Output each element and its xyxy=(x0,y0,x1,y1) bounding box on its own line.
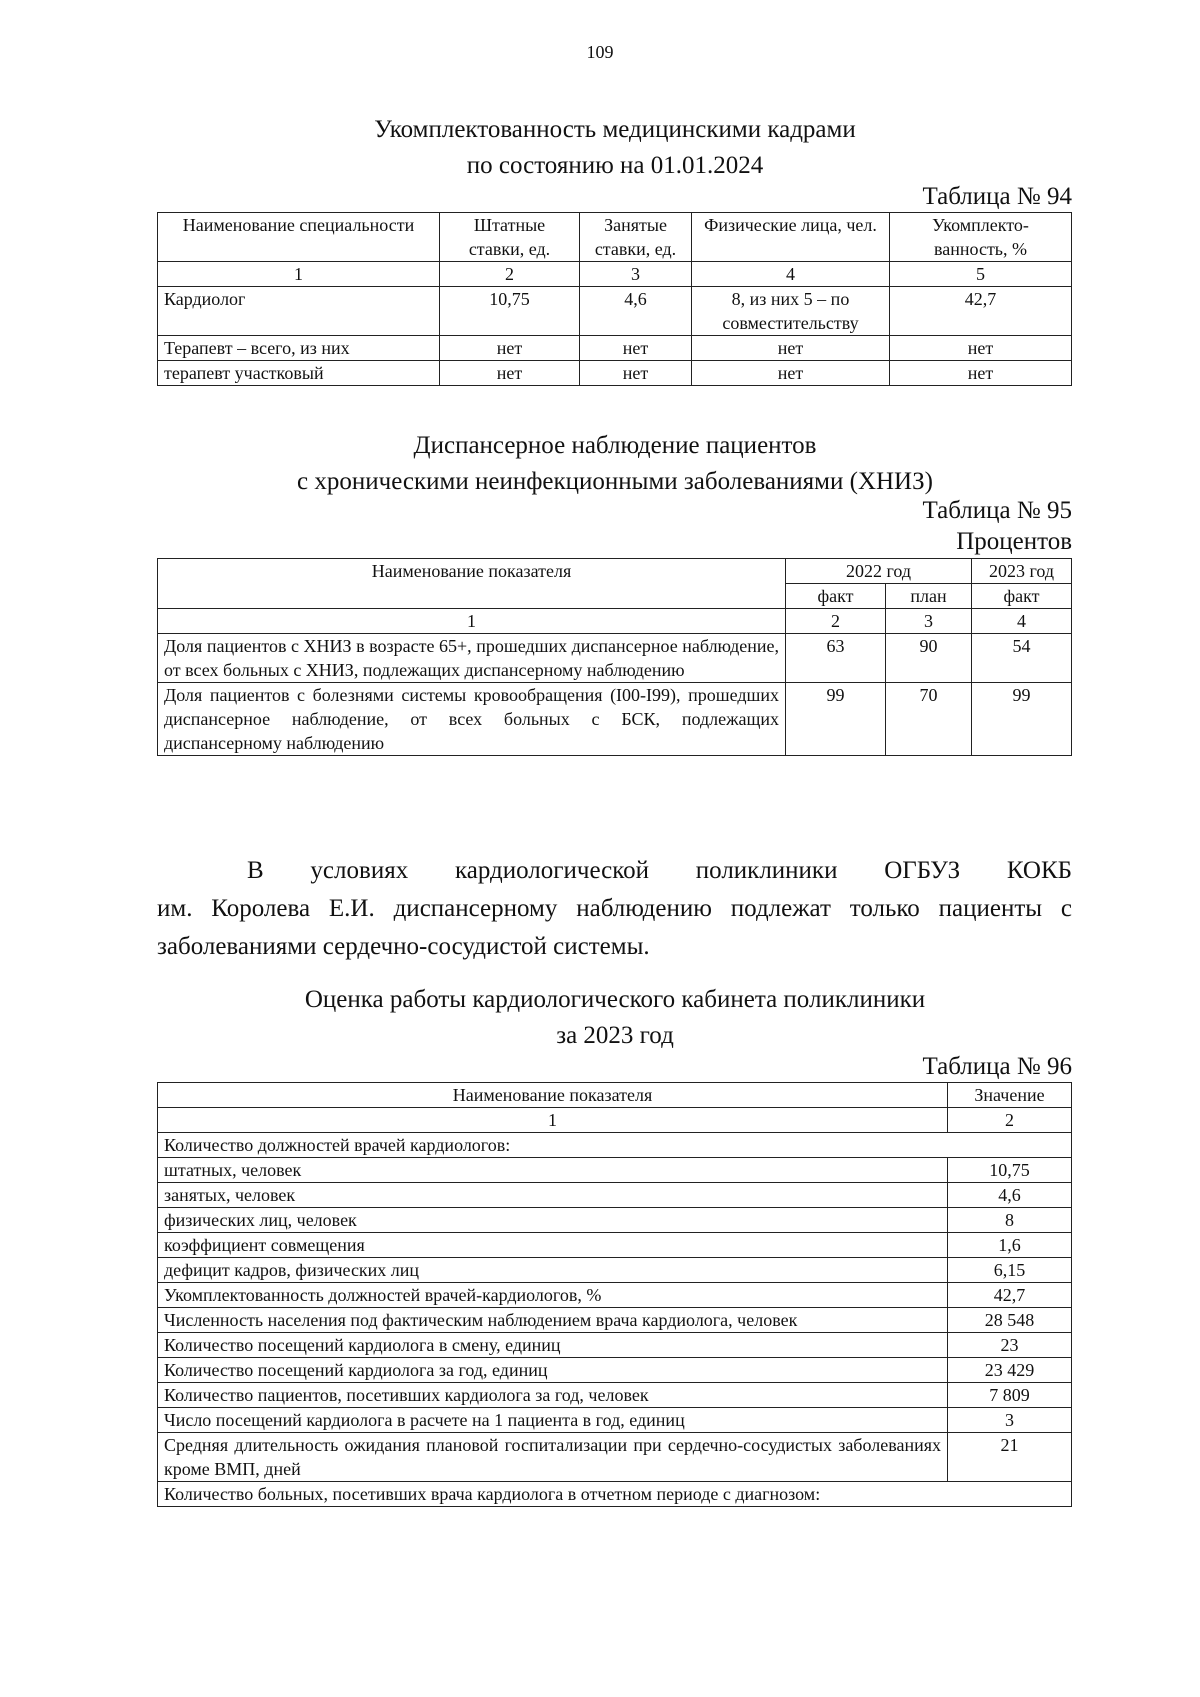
table-cell: Кардиолог xyxy=(158,287,440,336)
table-94-header-cell: Занятые ставки, ед. xyxy=(580,213,692,262)
table-95-title-line1: Диспансерное наблюдение пациентов xyxy=(413,432,817,459)
colnum-cell: 3 xyxy=(580,262,692,287)
table-cell: 99 xyxy=(972,683,1072,756)
colnum-cell: 5 xyxy=(890,262,1072,287)
table-96-header-row xyxy=(158,1083,1072,1108)
table-row xyxy=(158,1358,1072,1383)
table-cell: Средняя длительность ожидания плановой госпитализации при сердечно-сосудистых заболеваниях кроме ВМП, дней xyxy=(158,1433,948,1482)
table-row xyxy=(158,1333,1072,1358)
table-96-title xyxy=(0,982,1200,1054)
table-cell: нет xyxy=(692,336,890,361)
table-cell: нет xyxy=(580,361,692,386)
table-row xyxy=(158,1408,1072,1433)
table-row xyxy=(158,287,1072,336)
table-95-unit: Процентов xyxy=(956,528,1072,555)
table-cell: 8 xyxy=(948,1208,1072,1233)
table-row xyxy=(158,1183,1072,1208)
table-96-title-line1: Оценка работы кардиологического кабинета поликлиники xyxy=(304,986,926,1013)
table-row xyxy=(158,1433,1072,1482)
colnum-cell: 2 xyxy=(786,609,886,634)
table-cell: 10,75 xyxy=(440,287,580,336)
paragraph-first-line: В условиях кардиологической поликлиники ОГБУЗ КОКБ xyxy=(247,857,1072,884)
table-cell: нет xyxy=(890,336,1072,361)
table-96-header-cell: Наименование показателя xyxy=(158,1083,948,1108)
table-cell: 21 xyxy=(948,1433,1072,1482)
table-cell: Доля пациентов с ХНИЗ в возрасте 65+, прошедших диспансерное наблюдение, от всех больных с ХНИЗ, подлежащих диспансерному наблюдению xyxy=(158,634,786,683)
table-cell: нет xyxy=(440,336,580,361)
table-cell: штатных, человек xyxy=(158,1158,948,1183)
table-95-title xyxy=(0,428,1200,500)
table-95-title-line2: с хроническими неинфекционными заболеваниями (ХНИЗ) xyxy=(297,468,933,495)
table-row xyxy=(158,1283,1072,1308)
table-94-title-line2: по состоянию на 01.01.2024 xyxy=(466,152,764,179)
table-cell: Доля пациентов с болезнями системы кровообращения (I00-I99), прошедших диспансерное наблюдение, от всех больных с БСК, подлежащих диспансерному наблюдению xyxy=(158,683,786,756)
table-96-colnum-row xyxy=(158,1108,1072,1133)
table-94-title xyxy=(0,112,1200,184)
table-95 xyxy=(157,558,1072,756)
table-group-row xyxy=(158,1482,1072,1507)
table-94-colnum-row xyxy=(158,262,1072,287)
table-cell: 42,7 xyxy=(890,287,1072,336)
page-number: 109 xyxy=(586,42,614,62)
table-cell: 10,75 xyxy=(948,1158,1072,1183)
table-cell: Численность населения под фактическим наблюдением врача кардиолога, человек xyxy=(158,1308,948,1333)
table-row xyxy=(158,1233,1072,1258)
table-cell: занятых, человек xyxy=(158,1183,948,1208)
table-94-header-cell: Штатные ставки, ед. xyxy=(440,213,580,262)
table-95-header-cell: Наименование показателя xyxy=(158,559,786,609)
paragraph-rest: им. Королева Е.И. диспансерному наблюдению подлежат только пациенты с заболеваниями сердечно-сосудистой системы. xyxy=(157,895,1072,960)
table-95-header-cell: 2023 год xyxy=(972,559,1072,584)
colnum-cell: 1 xyxy=(158,1108,948,1133)
table-cell: нет xyxy=(440,361,580,386)
table-cell: 8, из них 5 – по совместительству xyxy=(692,287,890,336)
table-row xyxy=(158,683,1072,756)
table-95-subheader-cell: факт xyxy=(786,584,886,609)
table-cell: Количество пациентов, посетивших кардиолога за год, человек xyxy=(158,1383,948,1408)
table-row xyxy=(158,1258,1072,1283)
table-cell: 7 809 xyxy=(948,1383,1072,1408)
colnum-cell: 2 xyxy=(440,262,580,287)
table-94 xyxy=(157,212,1072,386)
table-94-header-cell: Укомплекто-ванность, % xyxy=(890,213,1072,262)
table-cell: 4,6 xyxy=(948,1183,1072,1208)
table-94-header-cell: Наименование специальности xyxy=(158,213,440,262)
table-cell: Терапевт – всего, из них xyxy=(158,336,440,361)
body-paragraph xyxy=(157,852,1072,966)
table-group-cell: Количество должностей врачей кардиологов: xyxy=(158,1133,1072,1158)
table-95-number: Таблица № 95 xyxy=(922,497,1072,524)
table-cell: нет xyxy=(890,361,1072,386)
table-96-title-line2: за 2023 год xyxy=(556,1022,674,1049)
table-95-colnum-row xyxy=(158,609,1072,634)
table-row xyxy=(158,1383,1072,1408)
table-cell: 23 xyxy=(948,1333,1072,1358)
table-cell: дефицит кадров, физических лиц xyxy=(158,1258,948,1283)
table-group-row xyxy=(158,1133,1072,1158)
table-row xyxy=(158,1208,1072,1233)
table-cell: Количество посещений кардиолога в смену, единиц xyxy=(158,1333,948,1358)
table-group-cell: Количество больных, посетивших врача кардиолога в отчетном периоде с диагнозом: xyxy=(158,1482,1072,1507)
table-cell: 1,6 xyxy=(948,1233,1072,1258)
table-cell: физических лиц, человек xyxy=(158,1208,948,1233)
colnum-cell: 3 xyxy=(886,609,972,634)
table-cell: Количество посещений кардиолога за год, единиц xyxy=(158,1358,948,1383)
table-cell: нет xyxy=(692,361,890,386)
table-cell: 42,7 xyxy=(948,1283,1072,1308)
table-cell: 90 xyxy=(886,634,972,683)
colnum-cell: 1 xyxy=(158,609,786,634)
table-row xyxy=(158,1308,1072,1333)
table-95-header-row xyxy=(158,559,1072,584)
table-cell: 54 xyxy=(972,634,1072,683)
table-row xyxy=(158,634,1072,683)
table-96-header-cell: Значение xyxy=(948,1083,1072,1108)
table-95-header-cell: 2022 год xyxy=(786,559,972,584)
table-94-number: Таблица № 94 xyxy=(922,183,1072,210)
table-94-header-row xyxy=(158,213,1072,262)
table-cell: 3 xyxy=(948,1408,1072,1433)
table-cell: Число посещений кардиолога в расчете на 1 пациента в год, единиц xyxy=(158,1408,948,1433)
colnum-cell: 1 xyxy=(158,262,440,287)
colnum-cell: 4 xyxy=(972,609,1072,634)
table-95-subheader-cell: план xyxy=(886,584,972,609)
table-94-title-line1: Укомплектованность медицинскими кадрами xyxy=(374,116,856,143)
table-cell: 4,6 xyxy=(580,287,692,336)
table-94-header-cell: Физические лица, чел. xyxy=(692,213,890,262)
table-cell: терапевт участковый xyxy=(158,361,440,386)
colnum-cell: 2 xyxy=(948,1108,1072,1133)
table-row xyxy=(158,361,1072,386)
table-cell: 6,15 xyxy=(948,1258,1072,1283)
table-96-number: Таблица № 96 xyxy=(922,1053,1072,1080)
table-cell: 23 429 xyxy=(948,1358,1072,1383)
table-cell: 28 548 xyxy=(948,1308,1072,1333)
table-row xyxy=(158,336,1072,361)
table-cell: 70 xyxy=(886,683,972,756)
table-cell: 99 xyxy=(786,683,886,756)
table-95-subheader-cell: факт xyxy=(972,584,1072,609)
table-96 xyxy=(157,1082,1072,1507)
table-cell: 63 xyxy=(786,634,886,683)
table-cell: коэффициент совмещения xyxy=(158,1233,948,1258)
table-cell: нет xyxy=(580,336,692,361)
table-cell: Укомплектованность должностей врачей-кардиологов, % xyxy=(158,1283,948,1308)
table-row xyxy=(158,1158,1072,1183)
colnum-cell: 4 xyxy=(692,262,890,287)
